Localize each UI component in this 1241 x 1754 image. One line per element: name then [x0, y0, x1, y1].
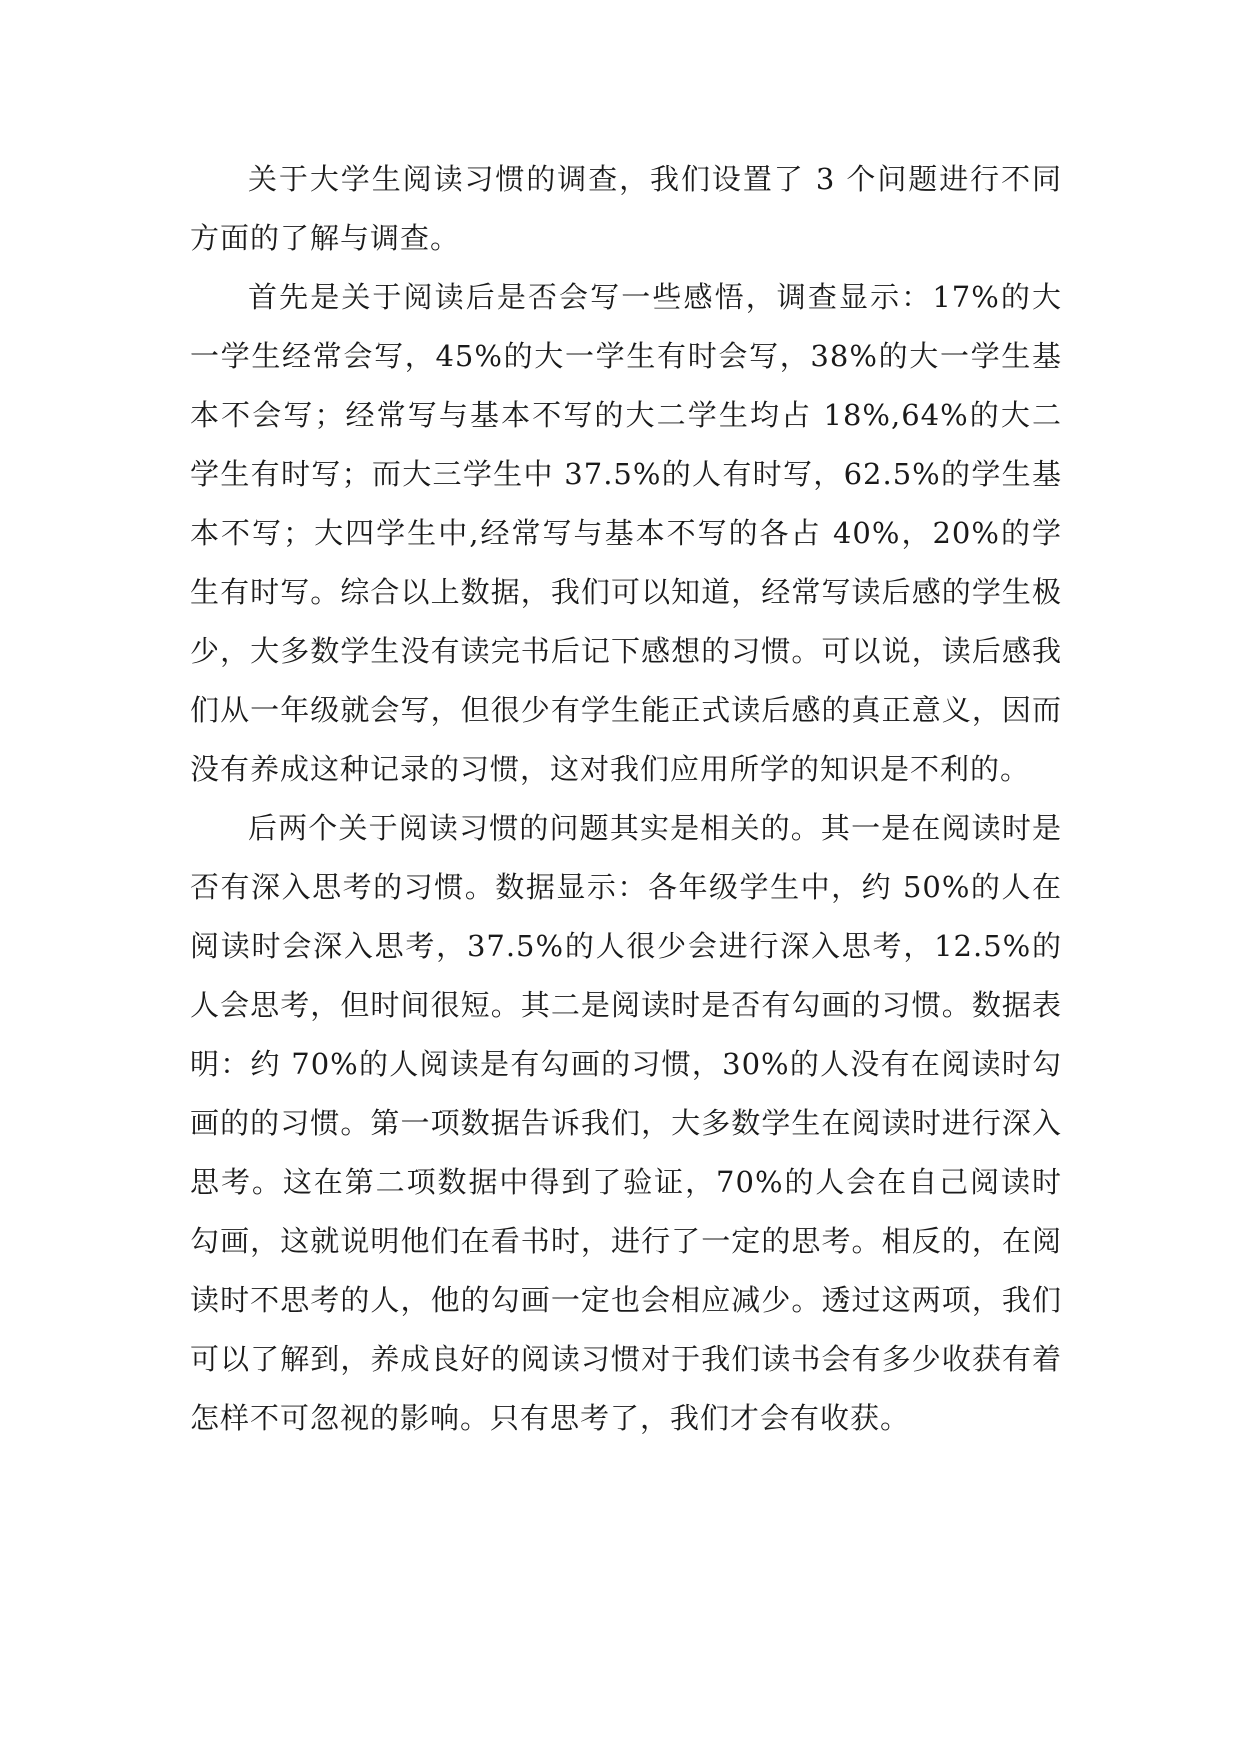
paragraph-reflection-writing: 首先是关于阅读后是否会写一些感悟，调查显示：17%的大一学生经常会写，45%的大一学生有时会写，38%的大一学生基本不会写；经常写与基本不写的大二学生均占 18%,64%的大二学生有时写；而大三学生中 37.5%的人有时写，62.5%的学生基本不写；大四学生中,经常写与基本不写的各占 40%，20%的学生有时写。综合以上数据，我们可以知道，经常写读后感的学生极少，大多数学生没有读完书后记下感想的习惯。可以说，读后感我们从一年级就会写，但很少有学生能正式读后感的真正意义，因而没有养成这种记录的习惯，这对我们应用所学的知识是不利的。: [190, 280, 1062, 786]
paragraph-reading-habits: 后两个关于阅读习惯的问题其实是相关的。其一是在阅读时是否有深入思考的习惯。数据显示：各年级学生中，约 50%的人在阅读时会深入思考，37.5%的人很少会进行深入思考，12.5%的人会思考，但时间很短。其二是阅读时是否有勾画的习惯。数据表明：约 70%的人阅读是有勾画的习惯，30%的人没有在阅读时勾画的的习惯。第一项数据告诉我们，大多数学生在阅读时进行深入思考。这在第二项数据中得到了验证，70%的人会在自己阅读时勾画，这就说明他们在看书时，进行了一定的思考。相反的，在阅读时不思考的人，他的勾画一定也会相应减少。透过这两项，我们可以了解到，养成良好的阅读习惯对于我们读书会有多少收获有着怎样不可忽视的影响。只有思考了，我们才会有收获。: [190, 811, 1062, 1435]
document-page: [190, 150, 1062, 1448]
paragraph-intro: 关于大学生阅读习惯的调查，我们设置了 3 个问题进行不同方面的了解与调查。: [190, 162, 1062, 255]
